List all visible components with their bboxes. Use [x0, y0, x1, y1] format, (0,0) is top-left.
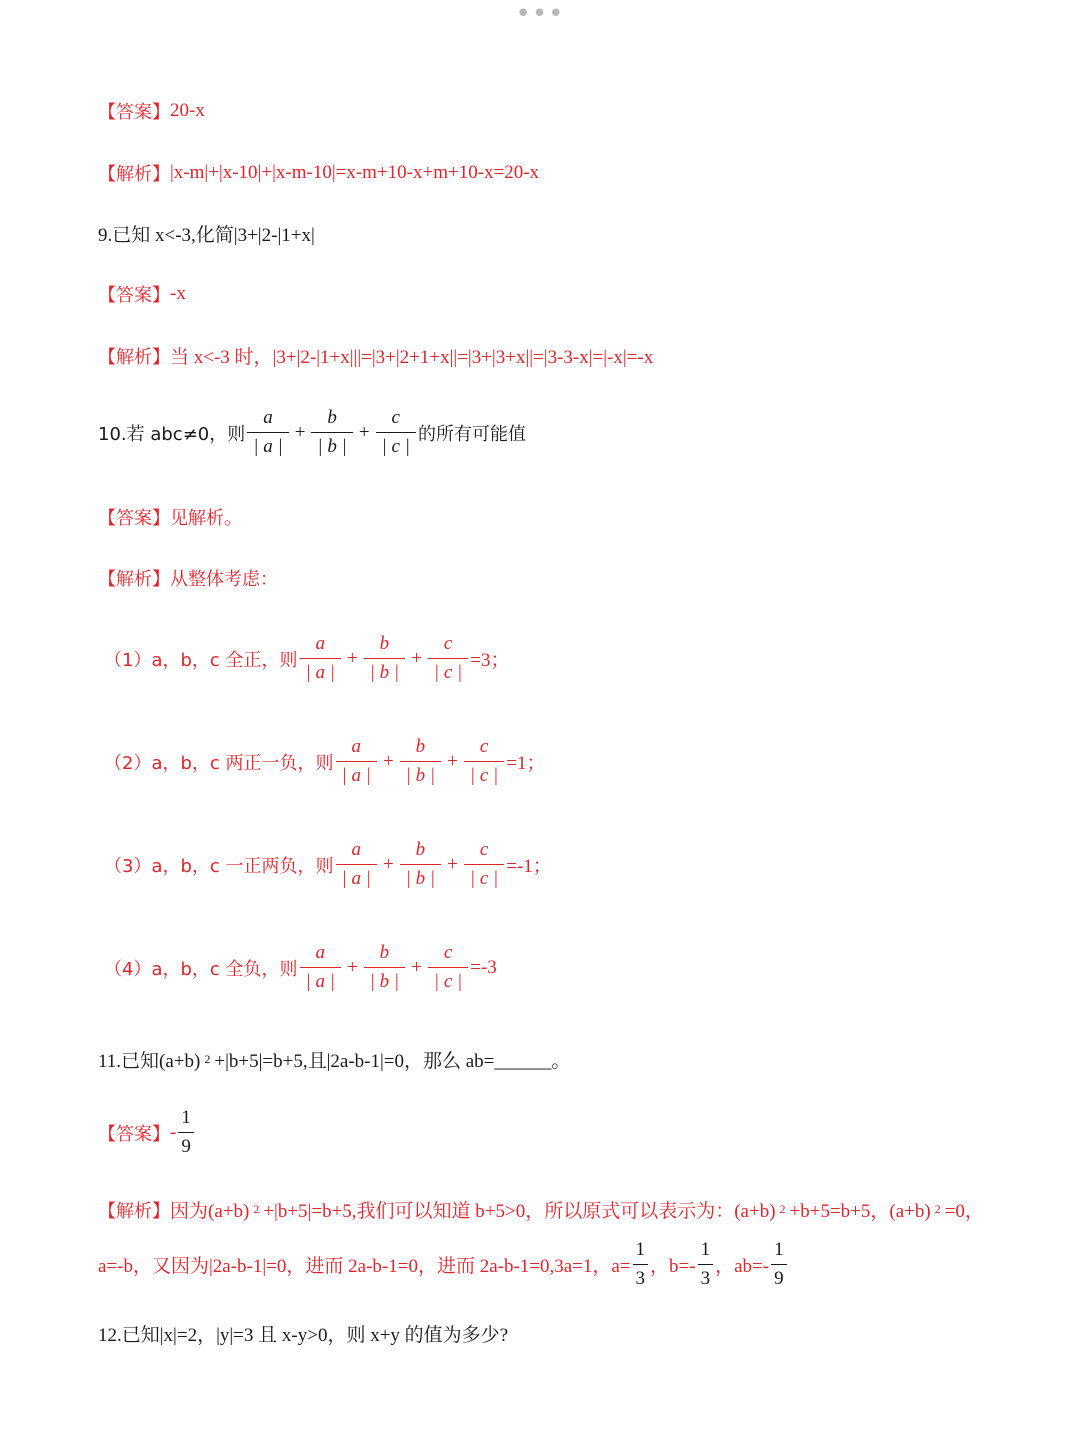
plus-sign: + [382, 750, 394, 772]
fraction-denominator: | b | [364, 967, 405, 996]
analysis-text: +b+5=b+5，(a+b) [789, 1201, 931, 1222]
superscript: 2 [934, 1202, 941, 1216]
analysis-text: 从整体考虑： [170, 569, 278, 590]
fraction-denominator: | a | [300, 658, 341, 687]
answer-tag: 【答案】 [98, 285, 170, 306]
fraction [364, 630, 405, 687]
fraction-numerator: a [263, 407, 273, 428]
case-line [104, 939, 497, 996]
fraction-numerator: b [415, 839, 426, 860]
superscript: 2 [779, 1202, 786, 1216]
fraction [400, 733, 441, 790]
fraction [771, 1236, 787, 1293]
fraction-numerator: a [315, 633, 325, 654]
fraction [364, 939, 405, 996]
fraction-denominator: 9 [771, 1264, 787, 1293]
fraction-denominator: | b | [400, 864, 441, 893]
fraction [464, 836, 504, 893]
fraction-numerator: b [379, 942, 390, 963]
question-text: 12.已知|x|=2，|y|=3 且 x-y>0，则 x+y 的值为多少? [98, 1325, 509, 1346]
answer-sign: - [170, 1121, 177, 1143]
fraction [400, 836, 441, 893]
case-result: =1； [506, 753, 546, 774]
case-prefix: （3）a，b，c 一正两负，则 [104, 855, 334, 877]
fraction-numerator: 1 [774, 1239, 784, 1260]
answer-line [98, 281, 186, 307]
analysis-line [98, 1236, 789, 1293]
plus-sign: + [411, 647, 422, 669]
fraction-numerator: a [351, 839, 361, 860]
fraction [300, 630, 341, 687]
question-11 [98, 1046, 570, 1073]
question-10 [98, 404, 526, 461]
analysis-line [98, 342, 653, 369]
fraction [247, 404, 288, 461]
fraction-denominator: 3 [698, 1264, 714, 1293]
fraction [336, 836, 377, 893]
analysis-text: |x-m|+|x-10|+|x-m-10|=x-m+10-x+m+10-x=20-x [170, 162, 540, 183]
case-result: =-3 [470, 956, 497, 978]
question-text: +|b+5|=b+5,且|2a-b-1|=0，那么 ab=______。 [214, 1051, 571, 1072]
fraction [376, 404, 416, 461]
fraction-denominator: | a | [336, 761, 377, 790]
fraction-denominator: | c | [464, 761, 504, 790]
fraction-denominator: | b | [311, 432, 352, 461]
answer-line [98, 504, 242, 530]
fraction-numerator: a [315, 942, 325, 963]
answer-text: -x [170, 283, 186, 304]
analysis-text: +|b+5|=b+5,我们可以知道 b+5>0，所以原式可以表示为：(a+b) [263, 1201, 776, 1222]
answer-tag: 【答案】 [98, 508, 170, 529]
superscript: 2 [204, 1052, 211, 1066]
answer-tag: 【答案】 [98, 102, 170, 123]
fraction-denominator: 3 [633, 1264, 649, 1293]
fraction-numerator: 1 [635, 1239, 646, 1260]
answer-line [98, 1104, 196, 1161]
plus-sign: + [411, 956, 422, 978]
fraction-denominator: | c | [428, 658, 468, 687]
case-line [104, 733, 545, 790]
analysis-line [98, 565, 278, 591]
analysis-tag: 【解析】 [98, 346, 170, 368]
question-text: 9.已知 x<-3,化简|3+|2-|1+x| [98, 225, 315, 246]
fraction-numerator: c [443, 942, 453, 963]
fraction-denominator: 9 [178, 1132, 194, 1161]
fraction-numerator: b [415, 736, 426, 757]
question-prefix: 10.若 abc≠0，则 [98, 423, 246, 445]
analysis-line [98, 1196, 984, 1223]
plus-sign: + [346, 956, 358, 978]
analysis-tag: 【解析】 [98, 1200, 170, 1222]
analysis-tag: 【解析】 [98, 164, 170, 185]
fraction [336, 733, 377, 790]
plus-sign: + [294, 421, 306, 443]
case-prefix: （4）a，b，c 全负，则 [104, 958, 298, 980]
fraction-numerator: c [479, 736, 489, 757]
analysis-text: ，b=- [650, 1256, 696, 1277]
analysis-text: 因为(a+b) [170, 1201, 250, 1222]
question-9 [98, 220, 315, 247]
plus-sign: + [346, 647, 358, 669]
fraction-denominator: | b | [364, 658, 405, 687]
fraction-denominator: | c | [428, 967, 468, 996]
fraction [428, 939, 468, 996]
analysis-tag: 【解析】 [98, 569, 170, 590]
fraction-numerator: c [391, 407, 400, 428]
plus-sign: + [447, 750, 458, 772]
fraction [300, 939, 341, 996]
case-result: =-1； [506, 856, 552, 877]
case-result: =3； [470, 650, 510, 671]
plus-sign: + [447, 853, 458, 875]
fraction-denominator: | b | [400, 761, 441, 790]
fraction [633, 1236, 649, 1293]
answer-line [98, 98, 205, 124]
fraction-denominator: | c | [376, 432, 416, 461]
analysis-text: 当 x<-3 时，|3+|2-|1+x|||=|3+|2+1+x||=|3+|3+x||=|3-3-x|=|-x|=-x [170, 347, 654, 368]
fraction [178, 1104, 194, 1161]
analysis-text: a=-b，又因为|2a-b-1|=0，进而 2a-b-1=0，进而 2a-b-1=0,3a=1，a= [98, 1256, 631, 1277]
fraction-numerator: a [351, 736, 361, 757]
answer-text: 见解析。 [170, 508, 242, 529]
question-12 [98, 1320, 508, 1347]
fraction [311, 404, 352, 461]
superscript: 2 [253, 1202, 260, 1216]
answer-tag: 【答案】 [98, 1123, 170, 1145]
analysis-line [98, 160, 539, 186]
fraction-numerator: b [327, 407, 337, 428]
answer-text: 20-x [170, 100, 205, 121]
fraction-numerator: c [443, 633, 453, 654]
more-icon[interactable]: ••• [515, 0, 565, 29]
question-text: 11.已知(a+b) [98, 1051, 201, 1072]
fraction-numerator: 1 [181, 1107, 191, 1128]
case-line [104, 836, 552, 893]
fraction-denominator: | c | [464, 864, 504, 893]
fraction-denominator: | a | [336, 864, 377, 893]
case-prefix: （1）a，b，c 全正，则 [104, 649, 298, 671]
fraction-numerator: b [379, 633, 390, 654]
fraction-numerator: 1 [700, 1239, 711, 1260]
case-prefix: （2）a，b，c 两正一负，则 [104, 752, 334, 774]
analysis-text: =0， [944, 1201, 984, 1222]
plus-sign: + [382, 853, 394, 875]
fraction-denominator: | a | [247, 432, 288, 461]
fraction-denominator: | a | [300, 967, 341, 996]
case-line [104, 630, 509, 687]
fraction [464, 733, 504, 790]
fraction-numerator: c [479, 839, 489, 860]
fraction [698, 1236, 714, 1293]
plus-sign: + [358, 421, 370, 443]
fraction [428, 630, 468, 687]
question-suffix: 的所有可能值 [417, 423, 526, 445]
analysis-text: ，ab=- [715, 1256, 770, 1277]
